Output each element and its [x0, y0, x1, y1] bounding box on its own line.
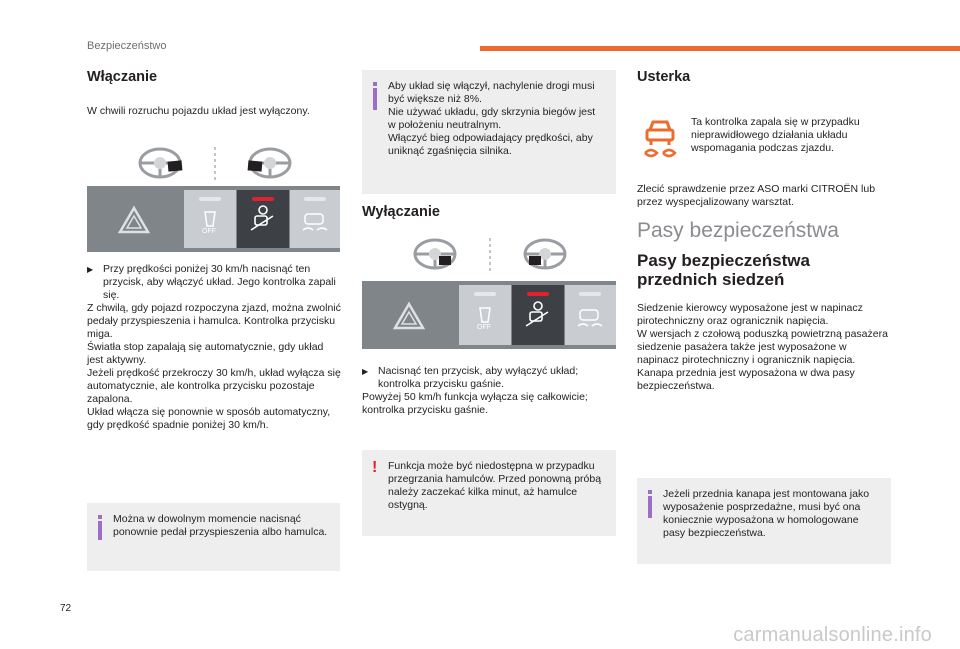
disable-details — [362, 365, 616, 417]
heading-enabling: Włączanie — [87, 69, 158, 85]
heading-fault: Usterka — [637, 69, 691, 85]
panel-off-label: OFF — [202, 228, 216, 235]
note-box-seatbelts: Jeżeli przednia kanapa jest montowana jako wyposażenie posprzedażne, musi być ona koniecznie wyposażona w homologowane pasy bezpieczeństwa. — [637, 478, 891, 564]
steering-illustration-enable — [130, 145, 300, 181]
info-icon — [373, 82, 377, 110]
note-box-enable: Można w dowolnym momencie nacisnąć ponownie pedał przyspieszenia albo hamulca. — [87, 503, 340, 571]
enable-line-1: Z chwilą, gdy pojazd rozpoczyna zjazd, można zwolnić pedały przyspieszenia i hamulca. Kontrolka przycisku miga. — [87, 302, 341, 340]
arrow-bullet-icon: ▶ — [87, 265, 94, 274]
disable-line: Powyżej 50 km/h funkcja wyłącza się całkowicie; kontrolka przycisku gaśnie. — [362, 391, 588, 416]
enable-line-3: Jeżeli prędkość przekroczy 30 km/h, układ wyłącza się automatycznie, ale kontrolka przycisku pozostaje zapalona. — [87, 367, 341, 405]
warning-box: ! Funkcja może być niedostępna w przypadku przegrzania hamulców. Przed ponowną próbą należy zaczekać kilka minut, aż hamulce ostygną. — [362, 450, 616, 536]
warning-icon: ! — [372, 459, 378, 476]
section-title-seatbelts: Pasy bezpieczeństwa — [637, 219, 839, 242]
enable-details — [87, 263, 341, 432]
column-fault — [637, 60, 891, 85]
enable-line-2: Światła stop zapalają się automatycznie, gdy układ jest aktywny. — [87, 341, 324, 366]
arrow-bullet-icon: ▶ — [362, 367, 369, 376]
header-label: Bezpieczeństwo — [87, 40, 167, 52]
page-number: 72 — [60, 603, 72, 614]
descent-fault-warning-icon — [643, 116, 677, 158]
fault-advice: Zlecić sprawdzenie przez ASO marki CITROËN lub przez wyspecjalizowany warsztat. — [637, 183, 876, 208]
note-box-conditions: Aby układ się włączył, nachylenie drogi musi być większe niż 8%. Nie używać układu, gdy skrzynia biegów jest w położeniu neutralnym. Włączyć bieg odpowiadający prędkości, aby uniknąć zgaśnięcia silnika. — [362, 70, 616, 194]
header-accent-bar — [480, 46, 960, 51]
fault-text: Ta kontrolka zapala się w przypadku nieprawidłowego działania układu wspomagania podczas zjazdu. — [691, 116, 860, 154]
steering-illustration-disable — [405, 236, 575, 272]
enable-line-4: Układ włącza się ponownie w sposób automatyczny, gdy prędkość spadnie poniżej 30 km/h. — [87, 406, 331, 431]
steering-wheels-graphic — [130, 145, 300, 185]
steering-wheels-graphic — [405, 236, 575, 276]
subtitle-front-seatbelts: Pasy bezpieczeństwa przednich siedzeń — [637, 251, 810, 289]
button-panel-disable — [362, 281, 616, 349]
column-disabling — [362, 204, 616, 220]
enable-bullet: ▶ Przy prędkości poniżej 30 km/h nacisnąć ten przycisk, aby włączyć układ. Jego kontrolka zapali się. — [87, 263, 336, 301]
info-icon — [648, 490, 652, 518]
watermark: carmanualsonline.info — [733, 624, 932, 646]
button-panel-enable — [87, 186, 340, 252]
info-icon — [98, 515, 102, 540]
panel-off-label: OFF — [477, 324, 491, 331]
heading-disabling: Wyłączanie — [362, 204, 440, 220]
seatbelt-body: Siedzenie kierowcy wyposażone jest w napinacz pirotechniczny oraz ogranicznik napięcia. W wersjach z czołową poduszką powietrzną pasażera siedzenie pasażera także jest wyposażone w napinacz pirotechniczny i ogranicznik napięcia. Kanapa przednia jest wyposażona w dwa pasy bezpieczeństwa. — [637, 302, 888, 392]
column-enabling — [87, 60, 341, 118]
intro-text: W chwili rozruchu pojazdu układ jest wyłączony. — [87, 105, 310, 117]
disable-bullet: ▶ Nacisnąć ten przycisk, aby wyłączyć układ; kontrolka przycisku gaśnie. — [362, 365, 579, 390]
